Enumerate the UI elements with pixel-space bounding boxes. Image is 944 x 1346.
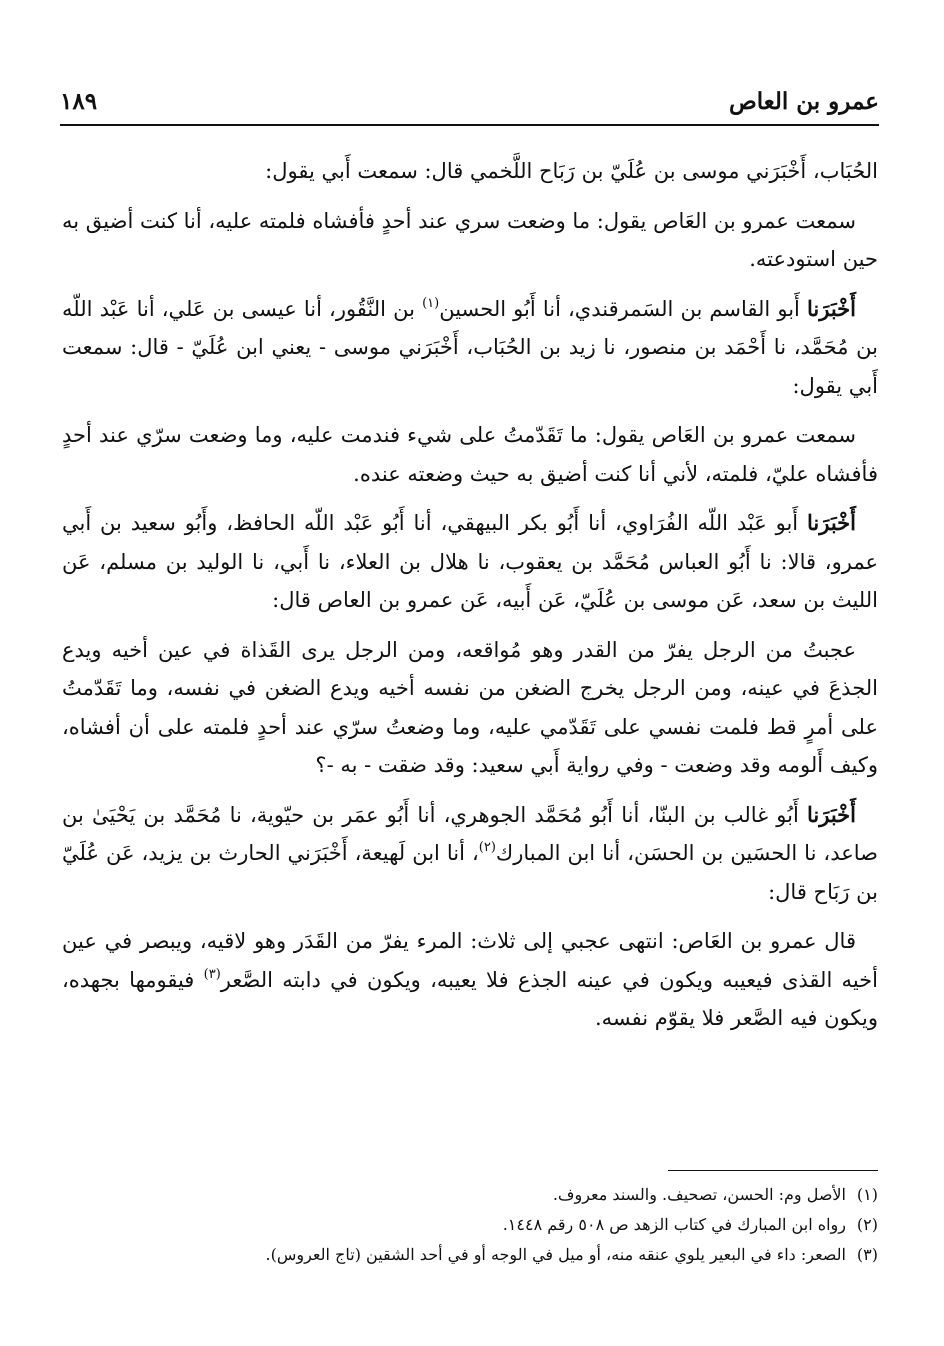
- page-header: [60, 84, 879, 120]
- paragraph: [62, 290, 878, 406]
- running-head: عمرو بن العاص: [728, 88, 879, 115]
- main-text: [62, 152, 878, 1049]
- paragraph-text: ، أنا ابن لَهيعة، أَخْبَرَني الحارث بن يزيد، عَن عُلَيّ بن رَبَاح قال:: [62, 841, 878, 904]
- paragraph-text: عجبتُ من الرجل يفرّ من القدر وهو مُواقعه، ومن الرجل يرى القَذاة في عين أخيه ويدع الجذعَ في عينه، ومن الرجل يخرج الضغن من نفسه أخيه ويدع الضغن في نفسه، وما تَقَدّمتُ على أمرٍ قط فلمت نفسي على تَقَدّمي عليه، وما وضعتُ سرّي عند أحدٍ فلمته على أن أفشاه، وكيف أَلومه وقد وضعت - وفي رواية أَبي سعيد: وقد ضقت - به -؟: [62, 637, 878, 777]
- isnad-lead-word: أَخْبَرَنا: [807, 295, 856, 321]
- page-number: ١٨٩: [60, 88, 98, 115]
- footnote-reference: (١): [422, 295, 440, 311]
- paragraph-text: فيقومها بجهده، ويكون فيه الصَّعر فلا يقوّم نفسه.: [62, 967, 878, 1030]
- footnote-separator: [668, 1170, 878, 1171]
- paragraph-text: أَبُو غالب بن البنّا، أنا أَبُو مُحَمَّد الجوهري، أنا أَبُو عمَر بن حيّوية، نا مُحَمَّد بن يَحْيَىٰ بن صاعد، نا الحسَين بن الحسَن، أنا ابن المبارك: [62, 802, 878, 865]
- paragraph-text: سمعت عمرو بن العَاص يقول: ما وضعت سري عند أحدٍ فأفشاه فلمته عليه، أنا كنت أضيق به حين استودعته.: [62, 208, 878, 271]
- footnote-number: (٣): [856, 1245, 878, 1264]
- footnote-text: الأصل وم: الحسن، تصحيف. والسند معروف.: [552, 1185, 846, 1204]
- isnad-lead-word: أَخْبَرَنا: [807, 801, 856, 827]
- footnote: [62, 1180, 878, 1210]
- paragraph: [62, 152, 878, 191]
- isnad-lead-word: أَخْبَرَنا: [807, 510, 856, 535]
- header-rule: [60, 124, 879, 126]
- footnote-reference: (٢): [478, 839, 496, 855]
- paragraph: [62, 796, 878, 912]
- footnote-text: رواه ابن المبارك في كتاب الزهد ص ٥٠٨ رقم ١٤٤٨.: [502, 1215, 846, 1234]
- footnotes: [62, 1180, 878, 1270]
- footnote-number: (١): [856, 1185, 878, 1204]
- paragraph-text: بن النَّقُور، أنا عيسى بن عَلي، أنا عَبْد اللّه بن مُحَمَّد، نا أَحْمَد بن منصور، نا زيد بن الحُبَاب، أَخْبَرَني موسى - يعني ابن عُلَيّ - قال: سمعت أَبي يقول:: [62, 296, 878, 398]
- footnote: [62, 1240, 878, 1270]
- footnote: [62, 1210, 878, 1240]
- paragraph-text: سمعت عمرو بن العَاص يقول: ما تَقَدّمتُ على شيء فندمت عليه، وما وضعت سرّي عند أحدٍ فأفشاه عليّ، فلمته، لأني أنا كنت أضيق به حيث وضعته عنده.: [62, 423, 878, 486]
- paragraph-text: أَبو القاسم بن السَمرقندي، أنا أَبُو الحسين: [439, 296, 808, 321]
- paragraph: [62, 416, 878, 493]
- paragraph: [62, 922, 878, 1038]
- paragraph: [62, 504, 878, 620]
- footnote-reference: (٣): [203, 966, 221, 982]
- footnote-text: الصعر: داء في البعير يلوي عنقه منه، أو ميل في الوجه أو في أحد الشقين (تاج العروس).: [265, 1245, 846, 1264]
- footnote-number: (٢): [856, 1215, 878, 1234]
- paragraph-text: أَبو عَبْد اللّه الفُرَاوي، أنا أَبُو بكر البيهقي، أنا أَبُو عَبْد اللّه الحافظ، وأَبُو سعيد بن أَبي عمرو، قالا: نا أَبُو العباس مُحَمَّد بن يعقوب، نا هلال بن العلاء، نا أَبي، نا الوليد بن مسلم، عَن الليث بن سعد، عَن موسى بن عُلَيّ، عَن أَبيه، عَن عمرو بن العاص قال:: [62, 511, 878, 612]
- paragraph-text: قال عمرو بن العَاص: انتهى عجبي إلى ثلاث: المرء يفرّ من القَدَر وهو لاقيه، ويبصر في عين أخيه القذى فيعيبه ويكون في عينه الجذع فلا يعيبه، ويكون في دابته الصَّعر: [62, 929, 878, 992]
- paragraph-text: الحُبَاب، أَخْبَرَني موسى بن عُلَيّ بن رَبَاح اللَّخمي قال: سمعت أَبي يقول:: [265, 159, 878, 183]
- paragraph: [62, 202, 878, 279]
- paragraph: [62, 631, 878, 785]
